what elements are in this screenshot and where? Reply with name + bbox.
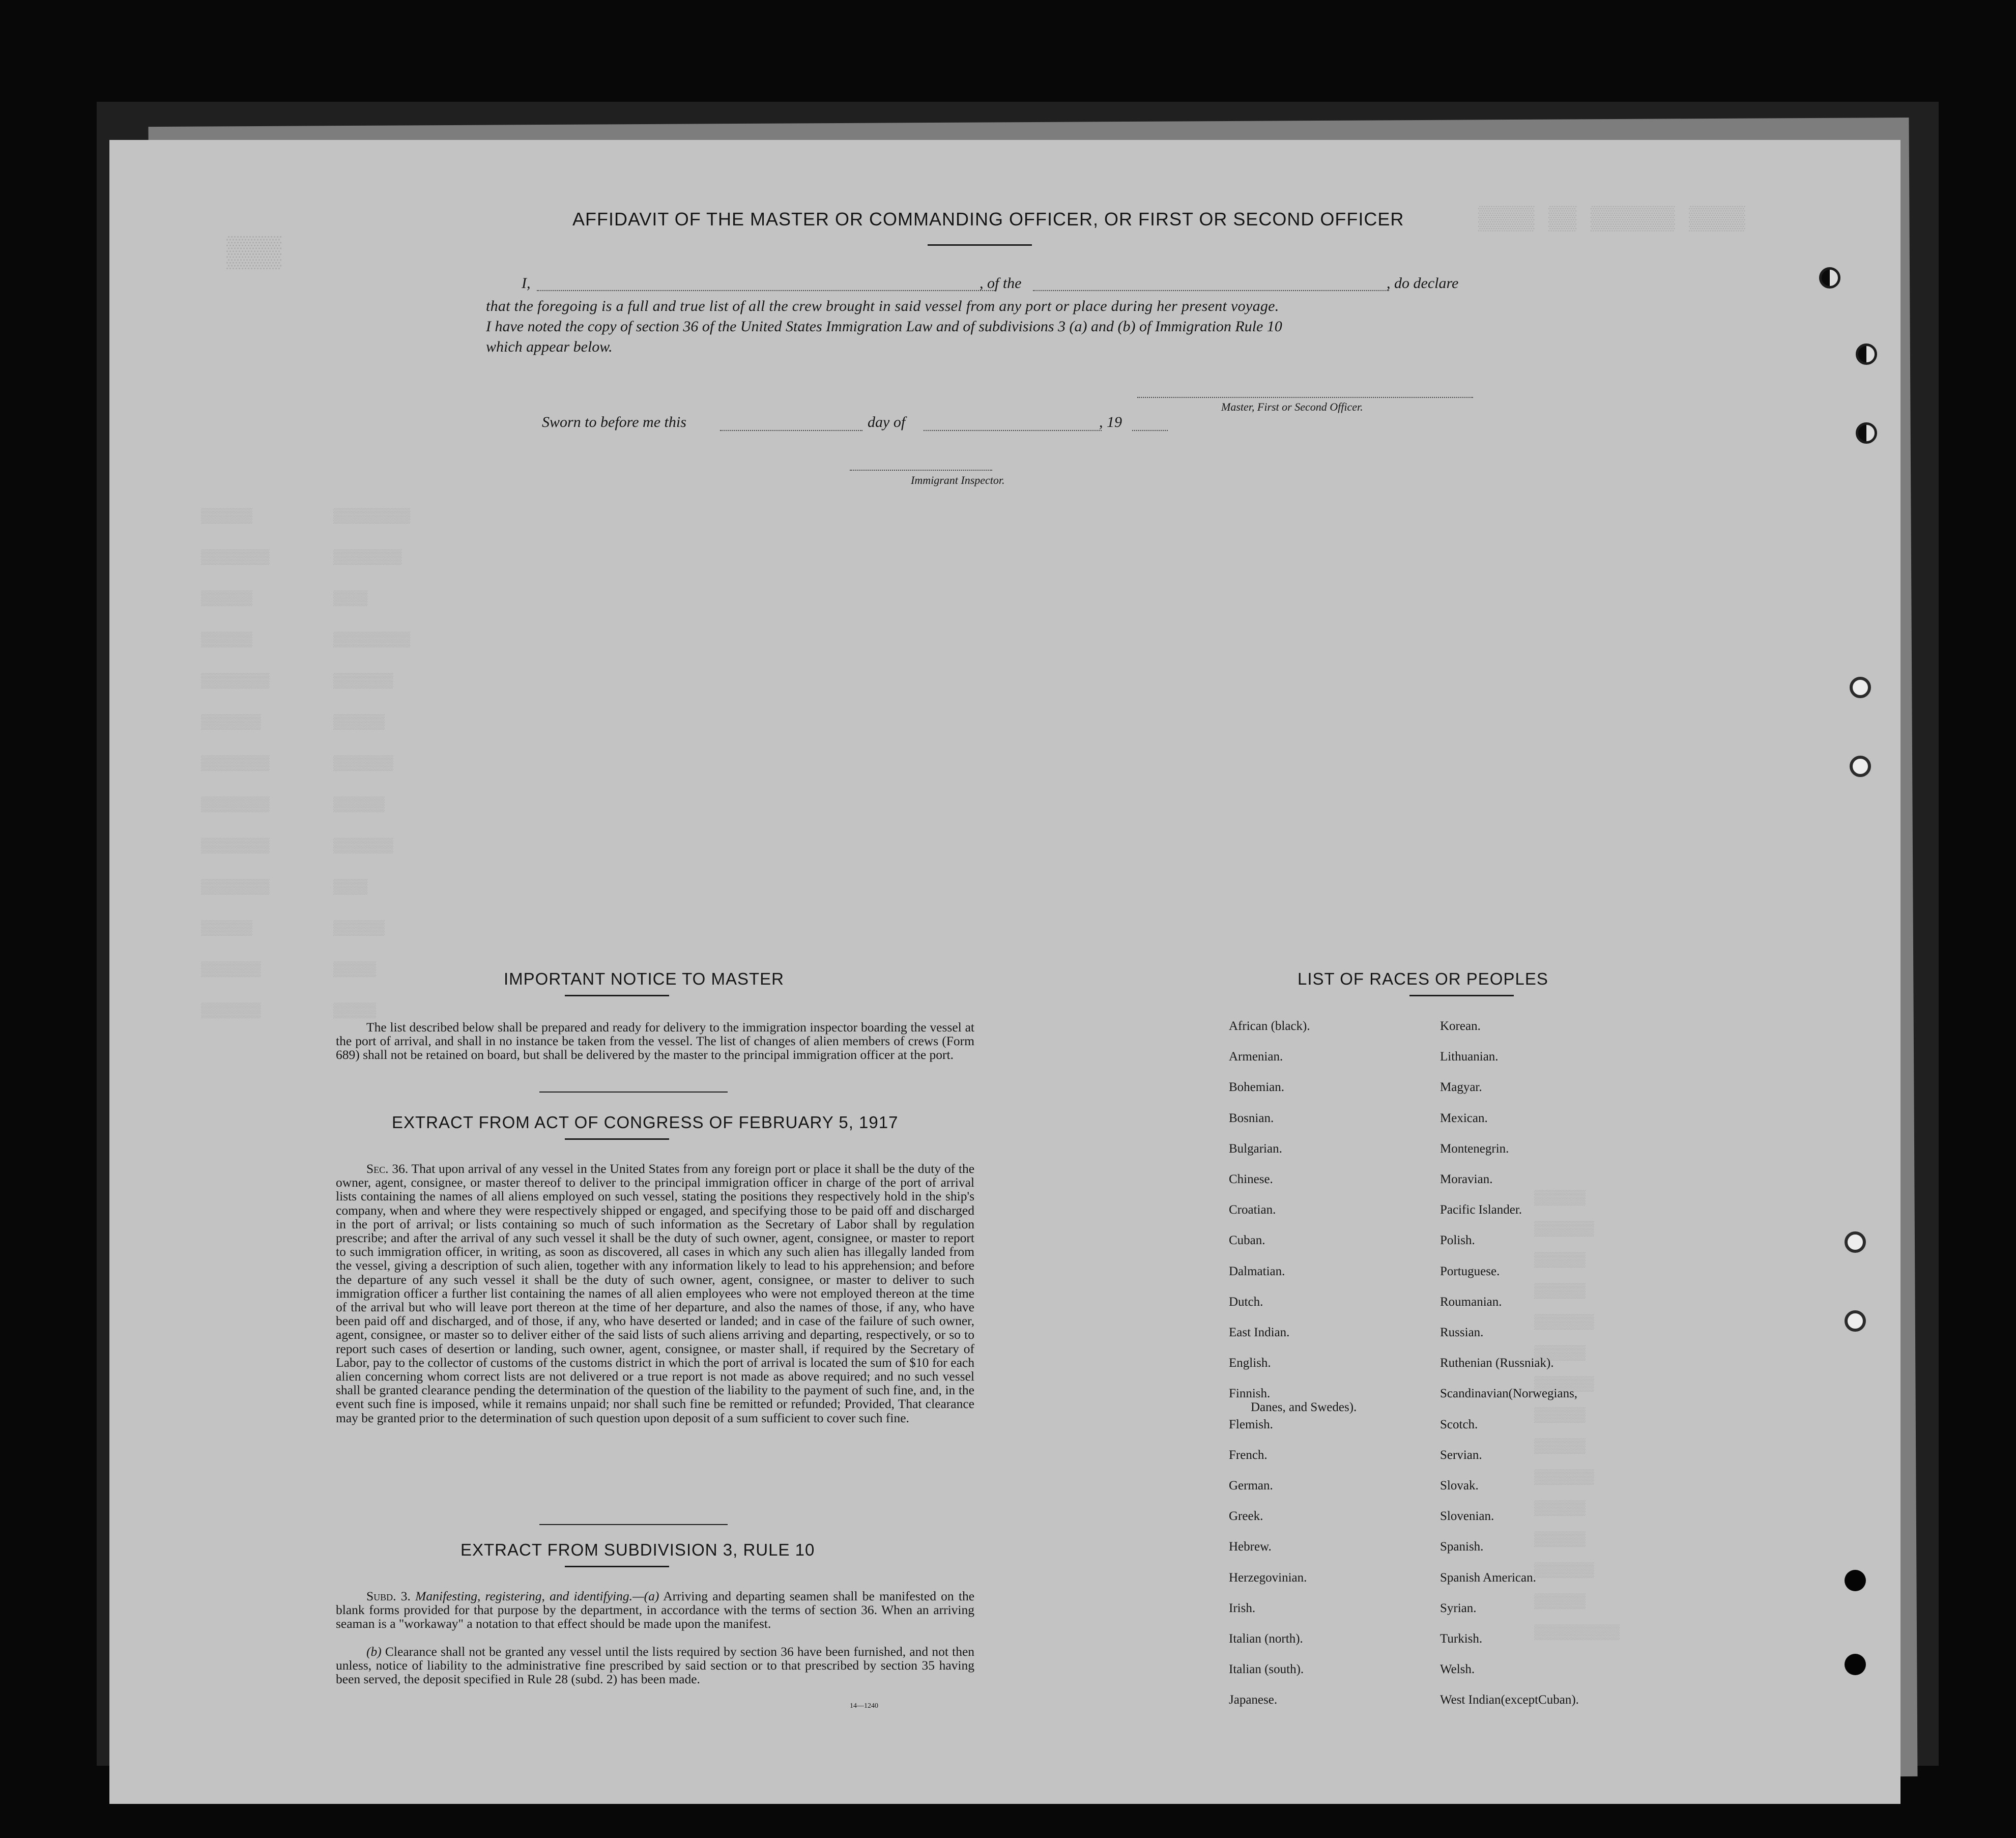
bleed-through-heading: ▒▒▒▒ ▒▒ ▒▒▒▒▒▒ ▒▒▒▒: [1478, 206, 1745, 233]
section-divider: [539, 1092, 728, 1093]
race-entry: African (black).: [1229, 1019, 1310, 1033]
race-entry: Cuban.: [1229, 1233, 1265, 1248]
signature-caption: Master, First or Second Officer.: [1221, 400, 1363, 413]
race-entry: Montenegrin.: [1440, 1141, 1509, 1156]
race-entry: Italian (south).: [1229, 1662, 1304, 1677]
race-entry: Japanese.: [1229, 1693, 1278, 1707]
race-entry: Armenian.: [1229, 1050, 1283, 1064]
race-entry: West Indian(exceptCuban).: [1440, 1693, 1579, 1707]
race-entry: Polish.: [1440, 1233, 1475, 1248]
races-title-underline: [1409, 995, 1514, 996]
punch-hole: [1819, 267, 1840, 289]
bleed-through-crew-column: ▒▒▒▒▒▒ ▒▒▒▒▒▒▒▒ ▒▒▒▒▒▒ ▒▒▒▒▒▒ ▒▒▒▒▒▒▒▒ ▒▒▒▒▒▒▒ ▒▒▒▒▒▒▒▒ ▒▒▒▒▒▒▒▒ ▒▒▒▒▒▒▒▒ ▒▒▒▒▒▒▒▒ ▒▒▒▒▒▒ ▒▒▒▒▒▒▒ ▒▒▒▒▒▒▒: [201, 509, 270, 1019]
race-entry: Pacific Islander.: [1440, 1203, 1522, 1217]
day-of-label: day of: [868, 414, 906, 430]
race-entry: Hebrew.: [1229, 1540, 1272, 1554]
race-entry: Dalmatian.: [1229, 1264, 1285, 1278]
bleed-through-name-column: ▒▒▒▒▒▒▒▒▒ ▒▒▒▒▒▒▒▒ ▒▒▒▒ ▒▒▒▒▒▒▒▒▒ ▒▒▒▒▒▒▒ ▒▒▒▒▒▒ ▒▒▒▒▒▒▒ ▒▒▒▒▒▒ ▒▒▒▒▒▒▒ ▒▒▒▒ ▒▒▒▒▒▒ ▒▒▒▒▒ ▒▒▒▒▒: [333, 509, 411, 1019]
section-divider: [539, 1524, 728, 1525]
race-entry: Greek.: [1229, 1509, 1263, 1524]
manifest-page: [109, 140, 1900, 1804]
act-section-text: That upon arrival of any vessel in the United States from any foreign port or place it shall be the duty of the owner, agent, consignee, or master thereof to deliver to the principal immigration officer in charge of the port of arrival lists containing the names of all aliens employed on such vessel, stating the positions they respectively hold in the ship's company, when and where they were respectively shipped or engaged, and specifying those to be paid off and discharged in the port of arrival; or lists containing so much of such information as the Secretary of Labor shall by regulation prescribe; and after the arrival of any such vessel it shall be the duty of such owner, agent, consignee, or master to report to such immigration officer, in writing, as soon as discovered, all cases in which any such alien has illegally landed from the vessel, giving a description of such alien, together with any information likely to lead to his apprehension; and before the departure of any such vessel it shall be the duty of such owner, agent, consignee, or master to deliver to such immigration officer a further list containing the names of all alien employees who were not employed thereon at the time of the arrival but who will leave port thereon at the time of her departure, and also the names of those, if any, who have been paid off and discharged, and of those, if any, who have deserted or landed; and in case of the failure of such owner, agent, consignee, or master so to deliver either of the said lists of such aliens arriving and departing, respectively, or so to report such cases of desertion or landing, such owner, agent, consignee, or master shall, if required by the Secretary of Labor, pay to the collector of customs of the customs district in which the port of arrival is located the sum of $10 for each alien concerning whom correct lists are not delivered or a true report is not made as above required; and no such vessel shall be granted clearance pending the determination of the question of the liability to the payment of such fine, and, in the event such fine is imposed, while it remains unpaid; nor shall such fine be remitted or refunded; Provided, That clearance may be granted prior to the determination of such question upon deposit of a sum sufficient to cover such fine.: [336, 1161, 975, 1425]
punch-hole: [1856, 422, 1877, 444]
race-entry: German.: [1229, 1479, 1273, 1492]
race-entry: Magyar.: [1440, 1080, 1482, 1095]
rule-subdivision-a: [336, 1589, 974, 1631]
race-entry: French.: [1229, 1448, 1268, 1462]
race-entry: Scotch.: [1440, 1417, 1478, 1431]
race-entry: Russian.: [1440, 1326, 1484, 1339]
affidavit-of-the: , of the: [980, 275, 1022, 292]
race-entry: Herzegovinian.: [1229, 1570, 1307, 1585]
affidavit-line-1: that the foregoing is a full and true list of all the crew brought in said vessel from any port or place during her present voyage.: [486, 298, 1279, 314]
bleed-through-right-column: ▒▒▒▒▒▒ ▒▒▒▒▒▒▒ ▒▒▒▒▒▒ ▒▒▒▒▒▒ ▒▒▒▒▒▒▒ ▒▒▒▒▒▒ ▒▒▒▒▒▒▒ ▒▒▒▒▒▒ ▒▒▒▒▒▒ ▒▒▒▒▒▒▒ ▒▒▒▒▒▒ ▒▒▒▒▒▒ ▒▒▒▒▒▒▒ ▒▒▒▒▒▒ ▒▒▒▒▒▒▒▒▒▒: [1534, 1191, 1620, 1641]
rule-title-underline: [565, 1566, 669, 1567]
affidavit-i-label: I,: [522, 275, 531, 292]
race-entry: Spanish.: [1440, 1540, 1484, 1554]
punch-hole: [1850, 756, 1871, 777]
race-entry: Croatian.: [1229, 1203, 1276, 1217]
race-entry: Portuguese.: [1440, 1264, 1500, 1278]
race-entry: Ruthenian (Russniak).: [1440, 1356, 1554, 1370]
punch-hole: [1845, 1231, 1866, 1253]
rule-heading: Manifesting, registering, and identifying.—(a): [415, 1589, 659, 1603]
day-blank: [720, 430, 862, 431]
notice-text: The list described below shall be prepared and ready for delivery to the immigration inspector boarding the vessel at the port of arrival, and shall in no instance be taken from the vessel. The list of changes of alien members of crews (Form 689) shall not be retained on board, but shall be delivered by the master to the principal immigration officer at the port.: [336, 1020, 974, 1062]
year-blank: [1132, 430, 1168, 431]
title-underline: [928, 244, 1032, 246]
rule-subd-label: Subd. 3.: [366, 1589, 411, 1603]
race-entry: Italian (north).: [1229, 1632, 1303, 1646]
race-entry: Servian.: [1440, 1448, 1482, 1462]
punch-hole: [1845, 1310, 1866, 1332]
race-entry: East Indian.: [1229, 1326, 1290, 1339]
race-entry: Danes, and Swedes).: [1251, 1400, 1357, 1415]
rule-text-a: Arriving and departing seamen shall be manifested on the blank forms provided for that purpose by the department, in accordance with the terms of section 36. When an arriving seaman is a "workaway" a notation to that effect should be made upon the manifest.: [336, 1589, 975, 1631]
rule-b-label: (b): [366, 1644, 382, 1659]
affidavit-line-2: I have noted the copy of section 36 of the United States Immigration Law and of subdivisions 3 (a) and (b) of Immigration Rule 10: [486, 318, 1282, 335]
rule-title: EXTRACT FROM SUBDIVISION 3, RULE 10: [460, 1540, 815, 1559]
race-entry: English.: [1229, 1356, 1271, 1370]
year-label: , 19: [1099, 414, 1122, 430]
race-entry: Slovak.: [1440, 1479, 1479, 1492]
month-blank: [924, 430, 1102, 431]
race-entry: Bulgarian.: [1229, 1141, 1282, 1156]
punch-hole: [1845, 1654, 1866, 1675]
race-entry: Dutch.: [1229, 1295, 1263, 1309]
punch-hole: [1845, 1570, 1866, 1591]
race-entry: Mexican.: [1440, 1111, 1488, 1125]
races-title: LIST OF RACES OR PEOPLES: [1298, 969, 1548, 988]
race-entry: Moravian.: [1440, 1172, 1493, 1186]
act-section-label: Sec. 36.: [366, 1161, 409, 1176]
notice-title-underline: [565, 995, 669, 996]
race-entry: Syrian.: [1440, 1601, 1477, 1615]
notice-title: IMPORTANT NOTICE TO MASTER: [504, 969, 785, 988]
act-title-underline: [565, 1138, 669, 1140]
act-section-36: [336, 1162, 974, 1425]
race-entry: Bosnian.: [1229, 1111, 1274, 1125]
race-entry: Roumanian.: [1440, 1295, 1502, 1309]
affidavit-line-3: which appear below.: [486, 338, 613, 355]
race-entry: Korean.: [1440, 1019, 1481, 1033]
form-number: 14—1240: [850, 1702, 878, 1710]
inspector-blank: [850, 470, 992, 471]
rule-text-b: Clearance shall not be granted any vessel until the lists required by section 36 have been furnished, and not then unless, notice of liability to the administrative fine prescribed by said section or to that prescribed by section 35 having been served, the deposit specified in Rule 28 (subd. 2) has been made.: [336, 1644, 975, 1687]
vessel-blank: [1033, 290, 1389, 291]
affidavit-title: AFFIDAVIT OF THE MASTER OR COMMANDING OFFICER, OR FIRST OR SECOND OFFICER: [572, 209, 1404, 229]
race-entry: Flemish.: [1229, 1417, 1273, 1431]
race-entry: Irish.: [1229, 1601, 1256, 1615]
inspector-caption: Immigrant Inspector.: [911, 474, 1005, 486]
punch-hole: [1856, 343, 1877, 365]
race-entry: Turkish.: [1440, 1632, 1483, 1646]
name-blank: [537, 290, 995, 291]
bleed-through-number: ▒▒▒: [226, 237, 282, 271]
sworn-label: Sworn to before me this: [542, 414, 686, 430]
act-title: EXTRACT FROM ACT OF CONGRESS OF FEBRUARY 5, 1917: [392, 1113, 899, 1132]
race-entry: Bohemian.: [1229, 1080, 1285, 1095]
race-entry: Scandinavian(Norwegians,: [1440, 1387, 1578, 1401]
race-entry: Spanish American.: [1440, 1570, 1536, 1585]
race-entry: Finnish.: [1229, 1387, 1271, 1401]
race-entry: Welsh.: [1440, 1662, 1475, 1677]
rule-subdivision-b: [336, 1645, 974, 1686]
race-entry: Lithuanian.: [1440, 1050, 1499, 1064]
race-entry: Slovenian.: [1440, 1509, 1494, 1524]
punch-hole: [1850, 677, 1871, 698]
signature-blank: [1137, 397, 1473, 398]
race-entry: Chinese.: [1229, 1172, 1273, 1186]
affidavit-do-declare: , do declare: [1387, 275, 1459, 292]
